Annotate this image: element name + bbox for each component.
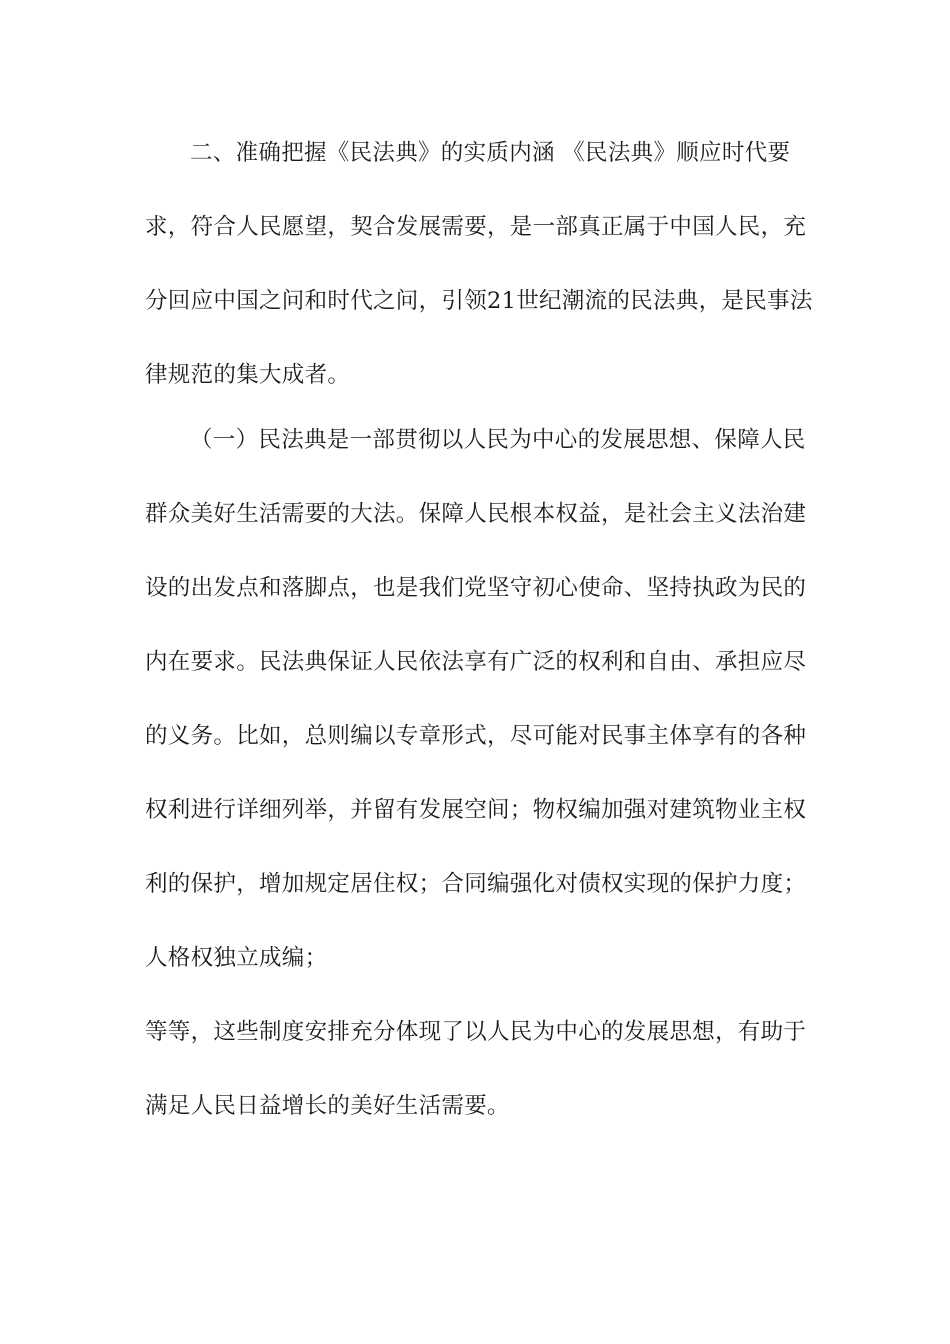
paragraph-line: 设的出发点和落脚点，也是我们党坚守初心使命、坚持执政为民的 [145,575,807,601]
paragraph-line: 求，符合人民愿望，契合发展需要，是一部真正属于中国人民，充 [145,214,807,240]
paragraph-line: （一）民法典是一部贯彻以人民为中心的发展思想、保障人民 [190,427,806,453]
paragraph-line: 内在要求。民法典保证人民依法享有广泛的权利和自由、承担应尽 [145,649,807,675]
paragraph-line: 满足人民日益增长的美好生活需要。 [145,1093,510,1119]
paragraph-line: 利的保护，增加规定居住权；合同编强化对债权实现的保护力度； [145,871,807,897]
paragraph-line: 二、准确把握《民法典》的实质内涵 《民法典》顺应时代要 [190,140,791,166]
paragraph-line: 的义务。比如，总则编以专章形式，尽可能对民事主体享有的各种 [145,723,807,749]
paragraph-line: 律规范的集大成者。 [145,362,351,388]
paragraph-line: 权利进行详细列举，并留有发展空间；物权编加强对建筑物业主权 [145,797,807,823]
paragraph-line: 人格权独立成编； [145,945,328,971]
paragraph-line: 等等，这些制度安排充分体现了以人民为中心的发展思想，有助于 [145,1019,807,1045]
paragraph-line: 分回应中国之问和时代之问，引领21世纪潮流的民法典，是民事法 [145,288,813,314]
paragraph-line: 群众美好生活需要的大法。保障人民根本权益，是社会主义法治建 [145,501,807,527]
